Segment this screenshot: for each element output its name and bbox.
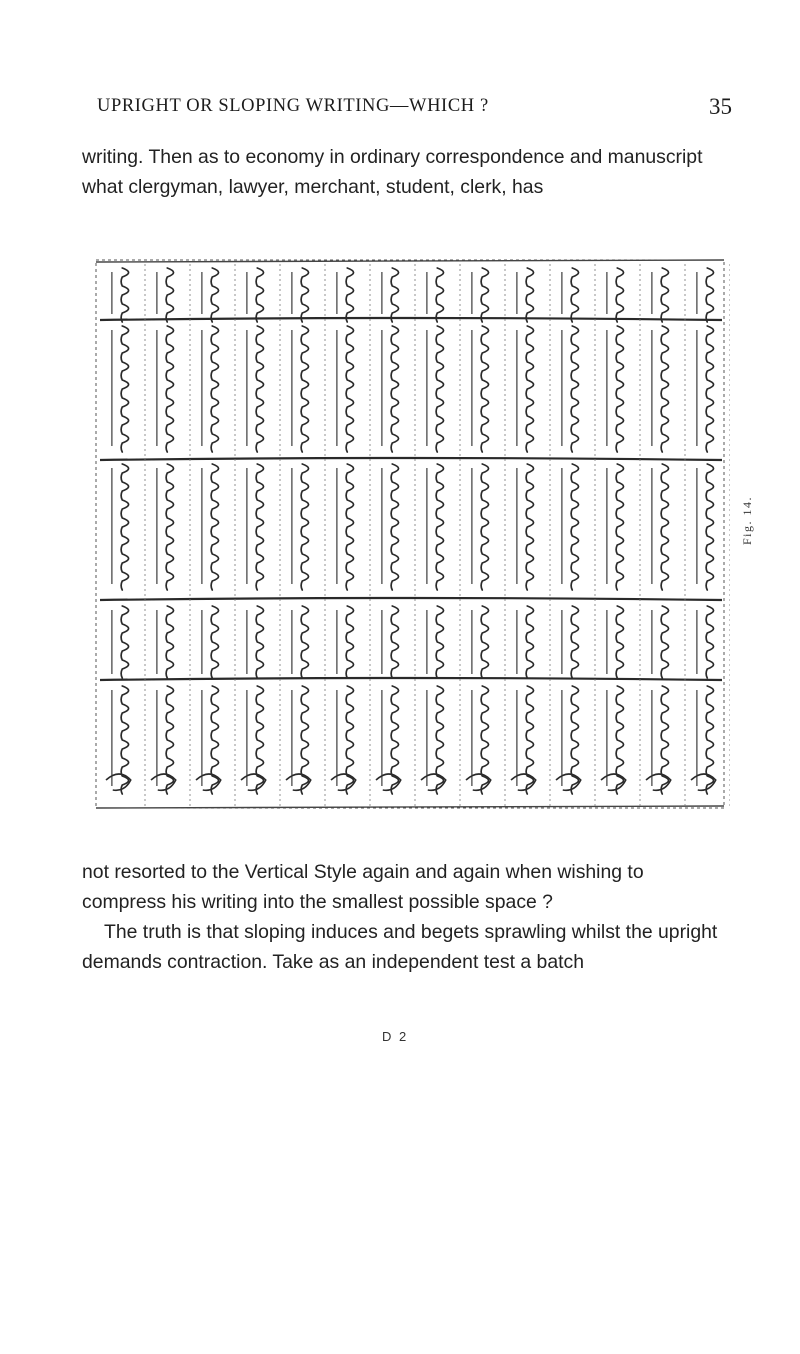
handwriting-stroke [436, 326, 443, 452]
handwriting-stroke [481, 326, 488, 452]
handwriting-stroke [526, 464, 533, 590]
handwriting-stroke [481, 464, 488, 590]
handwriting-stroke [121, 464, 128, 590]
handwriting-stroke [616, 326, 623, 452]
handwriting-stroke [436, 606, 443, 678]
connector-stroke-1 [100, 318, 722, 320]
handwriting-stroke [256, 326, 263, 452]
handwriting-stroke [346, 326, 353, 452]
handwriting-stroke [256, 268, 263, 322]
handwriting-stroke [256, 464, 263, 590]
handwriting-stroke [166, 268, 173, 322]
handwriting-stroke [301, 326, 308, 452]
connector-stroke-3 [100, 598, 722, 600]
handwriting-stroke [616, 464, 623, 590]
handwriting-stroke [211, 326, 218, 452]
page-number: 35 [709, 94, 732, 119]
handwriting-stroke [166, 326, 173, 452]
handwriting-stroke [481, 268, 488, 322]
handwriting-stroke [346, 464, 353, 590]
handwriting-figure [90, 250, 730, 820]
handwriting-stroke [571, 464, 578, 590]
handwriting-stroke [481, 606, 488, 678]
handwriting-stroke [301, 464, 308, 590]
handwriting-stroke [301, 606, 308, 678]
handwriting-stroke [526, 268, 533, 322]
page-header [82, 96, 732, 126]
connector-stroke-4 [100, 678, 722, 680]
handwriting-stroke [661, 268, 668, 322]
handwriting-stroke [391, 464, 398, 590]
handwriting-stroke [166, 606, 173, 678]
figure-label: Fig. 14. [740, 495, 754, 545]
handwriting-stroke [436, 268, 443, 322]
handwriting-figure-drawing [90, 250, 730, 820]
running-title: UPRIGHT OR SLOPING WRITING—WHICH ? [97, 96, 489, 116]
handwriting-stroke [256, 606, 263, 678]
handwriting-stroke [346, 606, 353, 678]
handwriting-stroke [706, 464, 713, 590]
figure-bottom-rule [96, 806, 724, 808]
handwriting-stroke [121, 606, 128, 678]
signature-mark: D 2 [382, 1029, 409, 1044]
connector-stroke-2 [100, 458, 722, 460]
handwriting-stroke [571, 606, 578, 678]
handwriting-stroke [391, 326, 398, 452]
handwriting-stroke [616, 268, 623, 322]
paragraph-bottom-2: The truth is that sloping induces and begets sprawling whilst the upright demands contraction. Take as an independent test a batch [82, 921, 718, 973]
handwriting-stroke [391, 606, 398, 678]
handwriting-stroke [436, 464, 443, 590]
handwriting-stroke [526, 606, 533, 678]
handwriting-stroke [211, 606, 218, 678]
handwriting-stroke [616, 606, 623, 678]
handwriting-stroke [121, 268, 128, 322]
handwriting-stroke [706, 268, 713, 322]
handwriting-stroke [211, 268, 218, 322]
paragraph-bottom-1: not resorted to the Vertical Style again and again when wishing to compress his writing into the smallest possible space ? [82, 861, 644, 913]
handwriting-stroke [706, 606, 713, 678]
paragraph-top [82, 142, 732, 202]
handwriting-stroke [121, 326, 128, 452]
paragraph-bottom [82, 857, 732, 977]
handwriting-stroke [526, 326, 533, 452]
handwriting-stroke [706, 326, 713, 452]
handwriting-stroke [661, 606, 668, 678]
handwriting-stroke [211, 464, 218, 590]
handwriting-stroke [571, 268, 578, 322]
paragraph-top-text: writing. Then as to economy in ordinary correspondence and manuscript what clergyman, lawyer, merchant, student, clerk, has [82, 146, 703, 198]
handwriting-stroke [391, 268, 398, 322]
handwriting-stroke [661, 464, 668, 590]
handwriting-stroke [166, 464, 173, 590]
handwriting-stroke [301, 268, 308, 322]
handwriting-stroke [571, 326, 578, 452]
handwriting-stroke [661, 326, 668, 452]
handwriting-stroke [346, 268, 353, 322]
